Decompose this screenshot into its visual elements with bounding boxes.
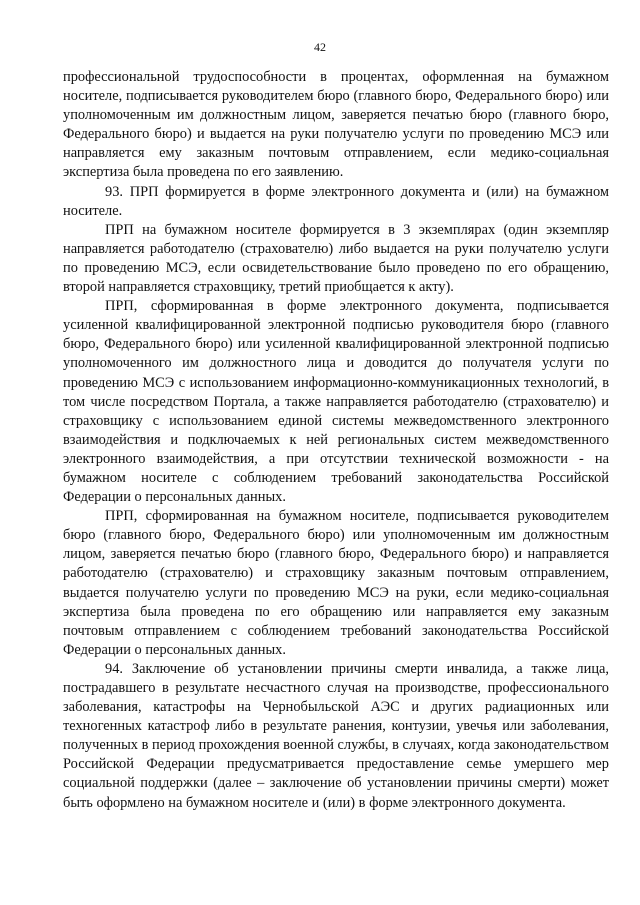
document-body — [63, 68, 609, 813]
paragraph-continuation: профессиональной трудоспособности в процентах, оформленная на бумажном носителе, подписывается руководителем бюро (главного бюро, Федерального бюро) или уполномоченным им должностным лицом, заверяется печатью бюро (главного бюро, Федерального бюро) и выдается на руки получателю услуги по проведению МСЭ или направляется ему заказным почтовым отправлением, если медико-социальная экспертиза была проведена по его заявлению. — [63, 69, 609, 181]
paragraph-electronic-prp: ПРП, сформированная в форме электронного документа, подписывается усиленной квалифицированной электронной подписью руководителя бюро (главного бюро, Федерального бюро) или усиленной квалифицированной электронной подписью уполномоченного им должностного лица и доводится до получателя услуги по проведению МСЭ с использованием информационно-коммуникационных технологий, в том числе посредством Портала, а также направляется работодателю (страхователю) и страховщику с использованием единой системы межведомственного электронного взаимодействия и подключаемых к ней региональных систем межведомственного электронного взаимодействия, а при отсутствии технической возможности - на бумажном носителе с соблюдением требований законодательства Российской Федерации о персональных данных. — [63, 298, 609, 506]
paragraph-item-94: 94. Заключение об установлении причины смерти инвалида, а также лица, пострадавшего в результате несчастного случая на производстве, профессионального заболевания, катастрофы на Чернобыльской АЭС и других радиационных или техногенных катастроф либо в результате ранения, контузии, увечья или заболевания, полученных в период прохождения военной службы, в случаях, когда законодательством Российской Федерации предусматривается предоставление семье умершего мер социальной поддержки (далее – заключение об установлении причины смерти) может быть оформлено на бумажном носителе и (или) в форме электронного документа. — [63, 660, 609, 811]
paragraph-paper-prp: ПРП, сформированная на бумажном носителе, подписывается руководителем бюро (главного бюро, Федерального бюро) или уполномоченным им должностным лицом, заверяется печатью бюро (главного бюро, Федерального бюро) и направляется работодателю (страхователю) и страховщику заказным почтовым отправлением, выдается получателю услуги по проведению МСЭ на руки, если медико-социальная экспертиза была проведена по его обращению или направляется ему заказным почтовым отправлением с соблюдением требований законодательства Российской Федерации о персональных данных. — [63, 508, 609, 658]
paragraph-paper-copies: ПРП на бумажном носителе формируется в 3 экземплярах (один экземпляр направляется работодателю (страхователю) либо выдается на руки получателю услуги по проведению МСЭ, если освидетельствование было проведено по его обращению, второй направляется страховщику, третий приобщается к акту). — [63, 221, 609, 296]
paragraph-item-93: 93. ПРП формируется в форме электронного документа и (или) на бумажном носителе. — [63, 183, 609, 219]
page-number: 42 — [314, 40, 326, 54]
